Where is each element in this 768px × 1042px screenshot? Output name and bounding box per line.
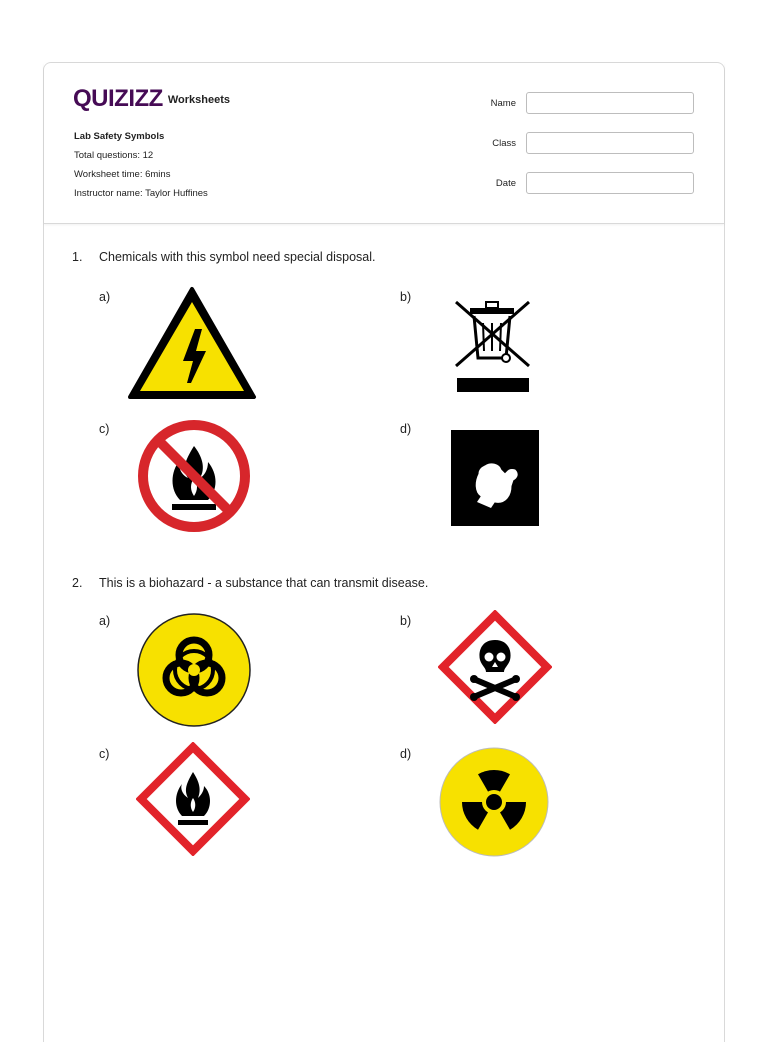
date-label: Date <box>495 177 516 189</box>
option-letter: a) <box>99 614 111 628</box>
flammable-icon[interactable] <box>136 742 250 856</box>
radiation-icon[interactable] <box>439 747 549 857</box>
heat-resistant-glove-icon[interactable] <box>451 430 539 526</box>
crossed-out-bin-icon[interactable] <box>450 296 535 396</box>
option-letter: c) <box>99 422 110 436</box>
quizizz-logo: QUIZIZZ <box>73 85 163 112</box>
worksheet-header <box>44 63 724 224</box>
date-input[interactable] <box>526 172 694 194</box>
name-label: Name <box>490 97 516 109</box>
total-questions: Total questions: 12 <box>74 150 154 161</box>
option-letter: c) <box>99 747 110 761</box>
class-row <box>491 131 694 155</box>
question-text: Chemicals with this symbol need special disposal. <box>99 250 376 264</box>
name-input[interactable] <box>526 92 694 114</box>
question-1 <box>72 250 376 264</box>
option-letter: d) <box>400 747 412 761</box>
option-letter: b) <box>400 290 412 304</box>
worksheet-time: Worksheet time: 6mins <box>74 169 171 180</box>
question-2 <box>72 576 428 590</box>
name-row <box>491 91 694 115</box>
biohazard-icon[interactable] <box>136 612 252 728</box>
student-fields <box>491 91 694 211</box>
option-letter: b) <box>400 614 412 628</box>
brand-subtitle: Worksheets <box>167 94 230 106</box>
class-input[interactable] <box>526 132 694 154</box>
brand <box>73 85 230 113</box>
option-letter: d) <box>400 422 412 436</box>
worksheet <box>43 62 725 1042</box>
electrical-hazard-icon[interactable] <box>127 285 257 403</box>
question-number: 1. <box>72 250 83 264</box>
toxic-skull-icon[interactable] <box>438 610 552 724</box>
worksheet-title: Lab Safety Symbols <box>74 131 165 142</box>
option-letter: a) <box>99 290 111 304</box>
class-label: Class <box>492 137 516 149</box>
instructor-name: Instructor name: Taylor Huffines <box>74 188 208 199</box>
no-open-flame-icon[interactable] <box>136 418 252 534</box>
date-row <box>491 171 694 195</box>
worksheet-meta <box>74 127 208 203</box>
question-text: This is a biohazard - a substance that can transmit disease. <box>99 576 429 590</box>
question-number: 2. <box>72 576 83 590</box>
